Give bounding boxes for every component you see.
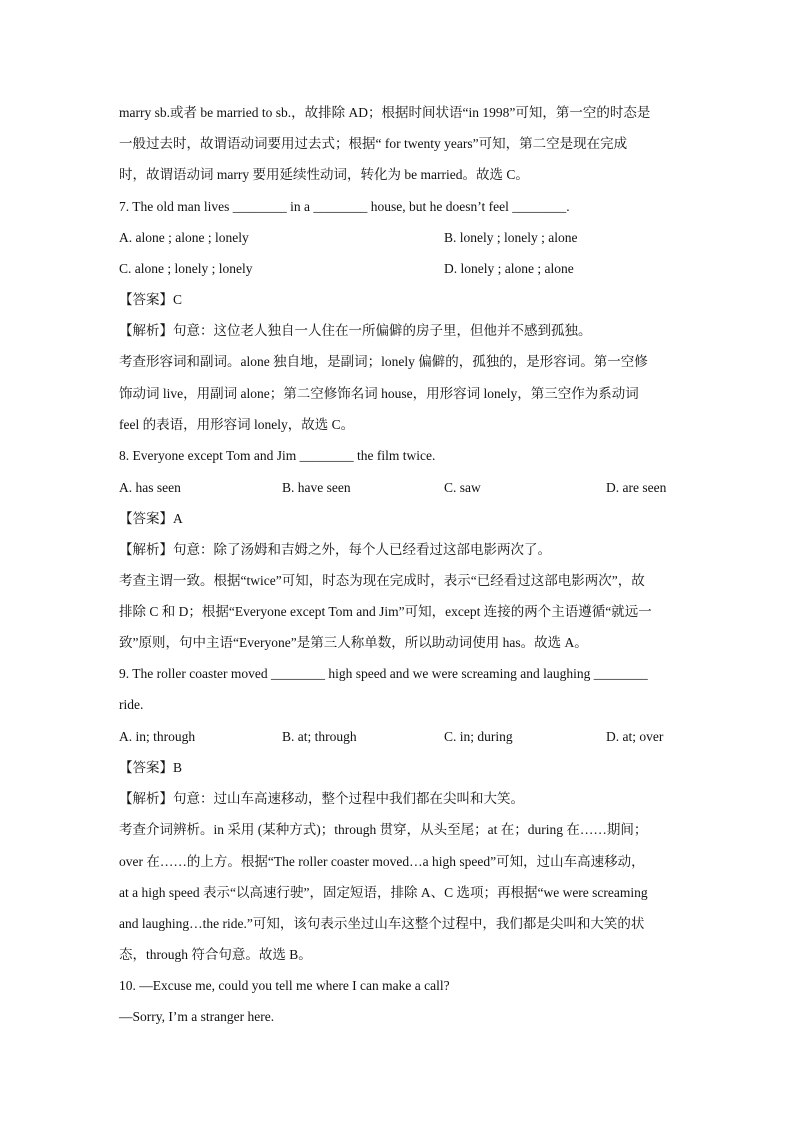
q8-analysis-line: 排除 C 和 D；根据“Everyone except Tom and Jim”可知，except 连接的两个主语遵循“就远一 [119,604,652,619]
q8-option-a: A. has seen [119,480,181,495]
q7-option-c: C. alone ; lonely ; lonely [119,261,253,276]
question-9-stem-cont: ride. [119,697,144,712]
paragraph-line: 时，故谓语动词 marry 要用延续性动词，转化为 be married。故选 C。 [119,167,529,182]
q8-analysis-line: 【解析】句意：除了汤姆和吉姆之外，每个人已经看过这部电影两次了。 [119,542,551,557]
q7-option-a: A. alone ; alone ; lonely [119,230,249,245]
q9-analysis-line: over 在……的上方。根据“The roller coaster moved…a high speed”可知，过山车高速移动， [119,854,645,869]
q7-analysis-line: 饰动词 live，用副词 alone；第二空修饰名词 house，用形容词 lonely，第三空作为系动词 [119,386,639,401]
question-7-stem: 7. The old man lives ________ in a ________ house, but he doesn’t feel ________. [119,199,570,214]
q8-option-b: B. have seen [282,480,351,495]
q9-analysis-line: 考查介词辨析。in 采用 (某种方式)；through 贯穿，从头至尾；at 在；during 在……期间； [119,822,648,837]
question-10-reply: —Sorry, I’m a stranger here. [119,1009,275,1024]
q8-analysis-line: 考查主谓一致。根据“twice”可知，时态为现在完成时，表示“已经看过这部电影两次”，故 [119,573,645,588]
q7-option-b: B. lonely ; lonely ; alone [444,230,578,245]
q9-answer: 【答案】B [119,760,183,775]
q9-option-c: C. in; during [444,729,513,744]
q8-option-c: C. saw [444,480,481,495]
q8-option-d: D. are seen [606,480,667,495]
q7-option-d: D. lonely ; alone ; alone [444,261,574,276]
q8-analysis-line: 致”原则，句中主语“Everyone”是第三人称单数，所以助动词使用 has。故选 A。 [119,635,588,650]
q9-analysis-line: and laughing…the ride.”可知，该句表示坐过山车这整个过程中，我们都是尖叫和大笑的状 [119,916,645,931]
q9-analysis-line: 【解析】句意：过山车高速移动，整个过程中我们都在尖叫和大笑。 [119,791,524,806]
paragraph-line: 一般过去时，故谓语动词要用过去式；根据“ for twenty years”可知，第二空是现在完成 [119,136,628,151]
q9-analysis-line: 态，through 符合句意。故选 B。 [119,947,312,962]
q9-analysis-line: at a high speed 表示“以高速行驶”，固定短语，排除 A、C 选项；再根据“we were screaming [119,885,648,900]
q9-option-d: D. at; over [606,729,664,744]
q9-option-a: A. in; through [119,729,196,744]
q8-answer: 【答案】A [119,511,183,526]
q9-option-b: B. at; through [282,729,357,744]
q7-analysis-line: 【解析】句意：这位老人独自一人住在一所偏僻的房子里，但他并不感到孤独。 [119,323,592,338]
q7-analysis-line: feel 的表语，用形容词 lonely，故选 C。 [119,417,355,432]
question-8-stem: 8. Everyone except Tom and Jim ________ the film twice. [119,448,436,463]
q7-answer: 【答案】C [119,292,183,307]
question-9-stem: 9. The roller coaster moved ________ high speed and we were screaming and laughing ________ [119,666,648,681]
paragraph-line: marry sb.或者 be married to sb.，故排除 AD；根据时间状语“in 1998”可知，第一空的时态是 [119,105,651,120]
question-10-stem: 10. —Excuse me, could you tell me where I can make a call? [119,978,450,993]
q7-analysis-line: 考查形容词和副词。alone 独自地，是副词；lonely 偏僻的，孤独的，是形容词。第一空修 [119,354,648,369]
